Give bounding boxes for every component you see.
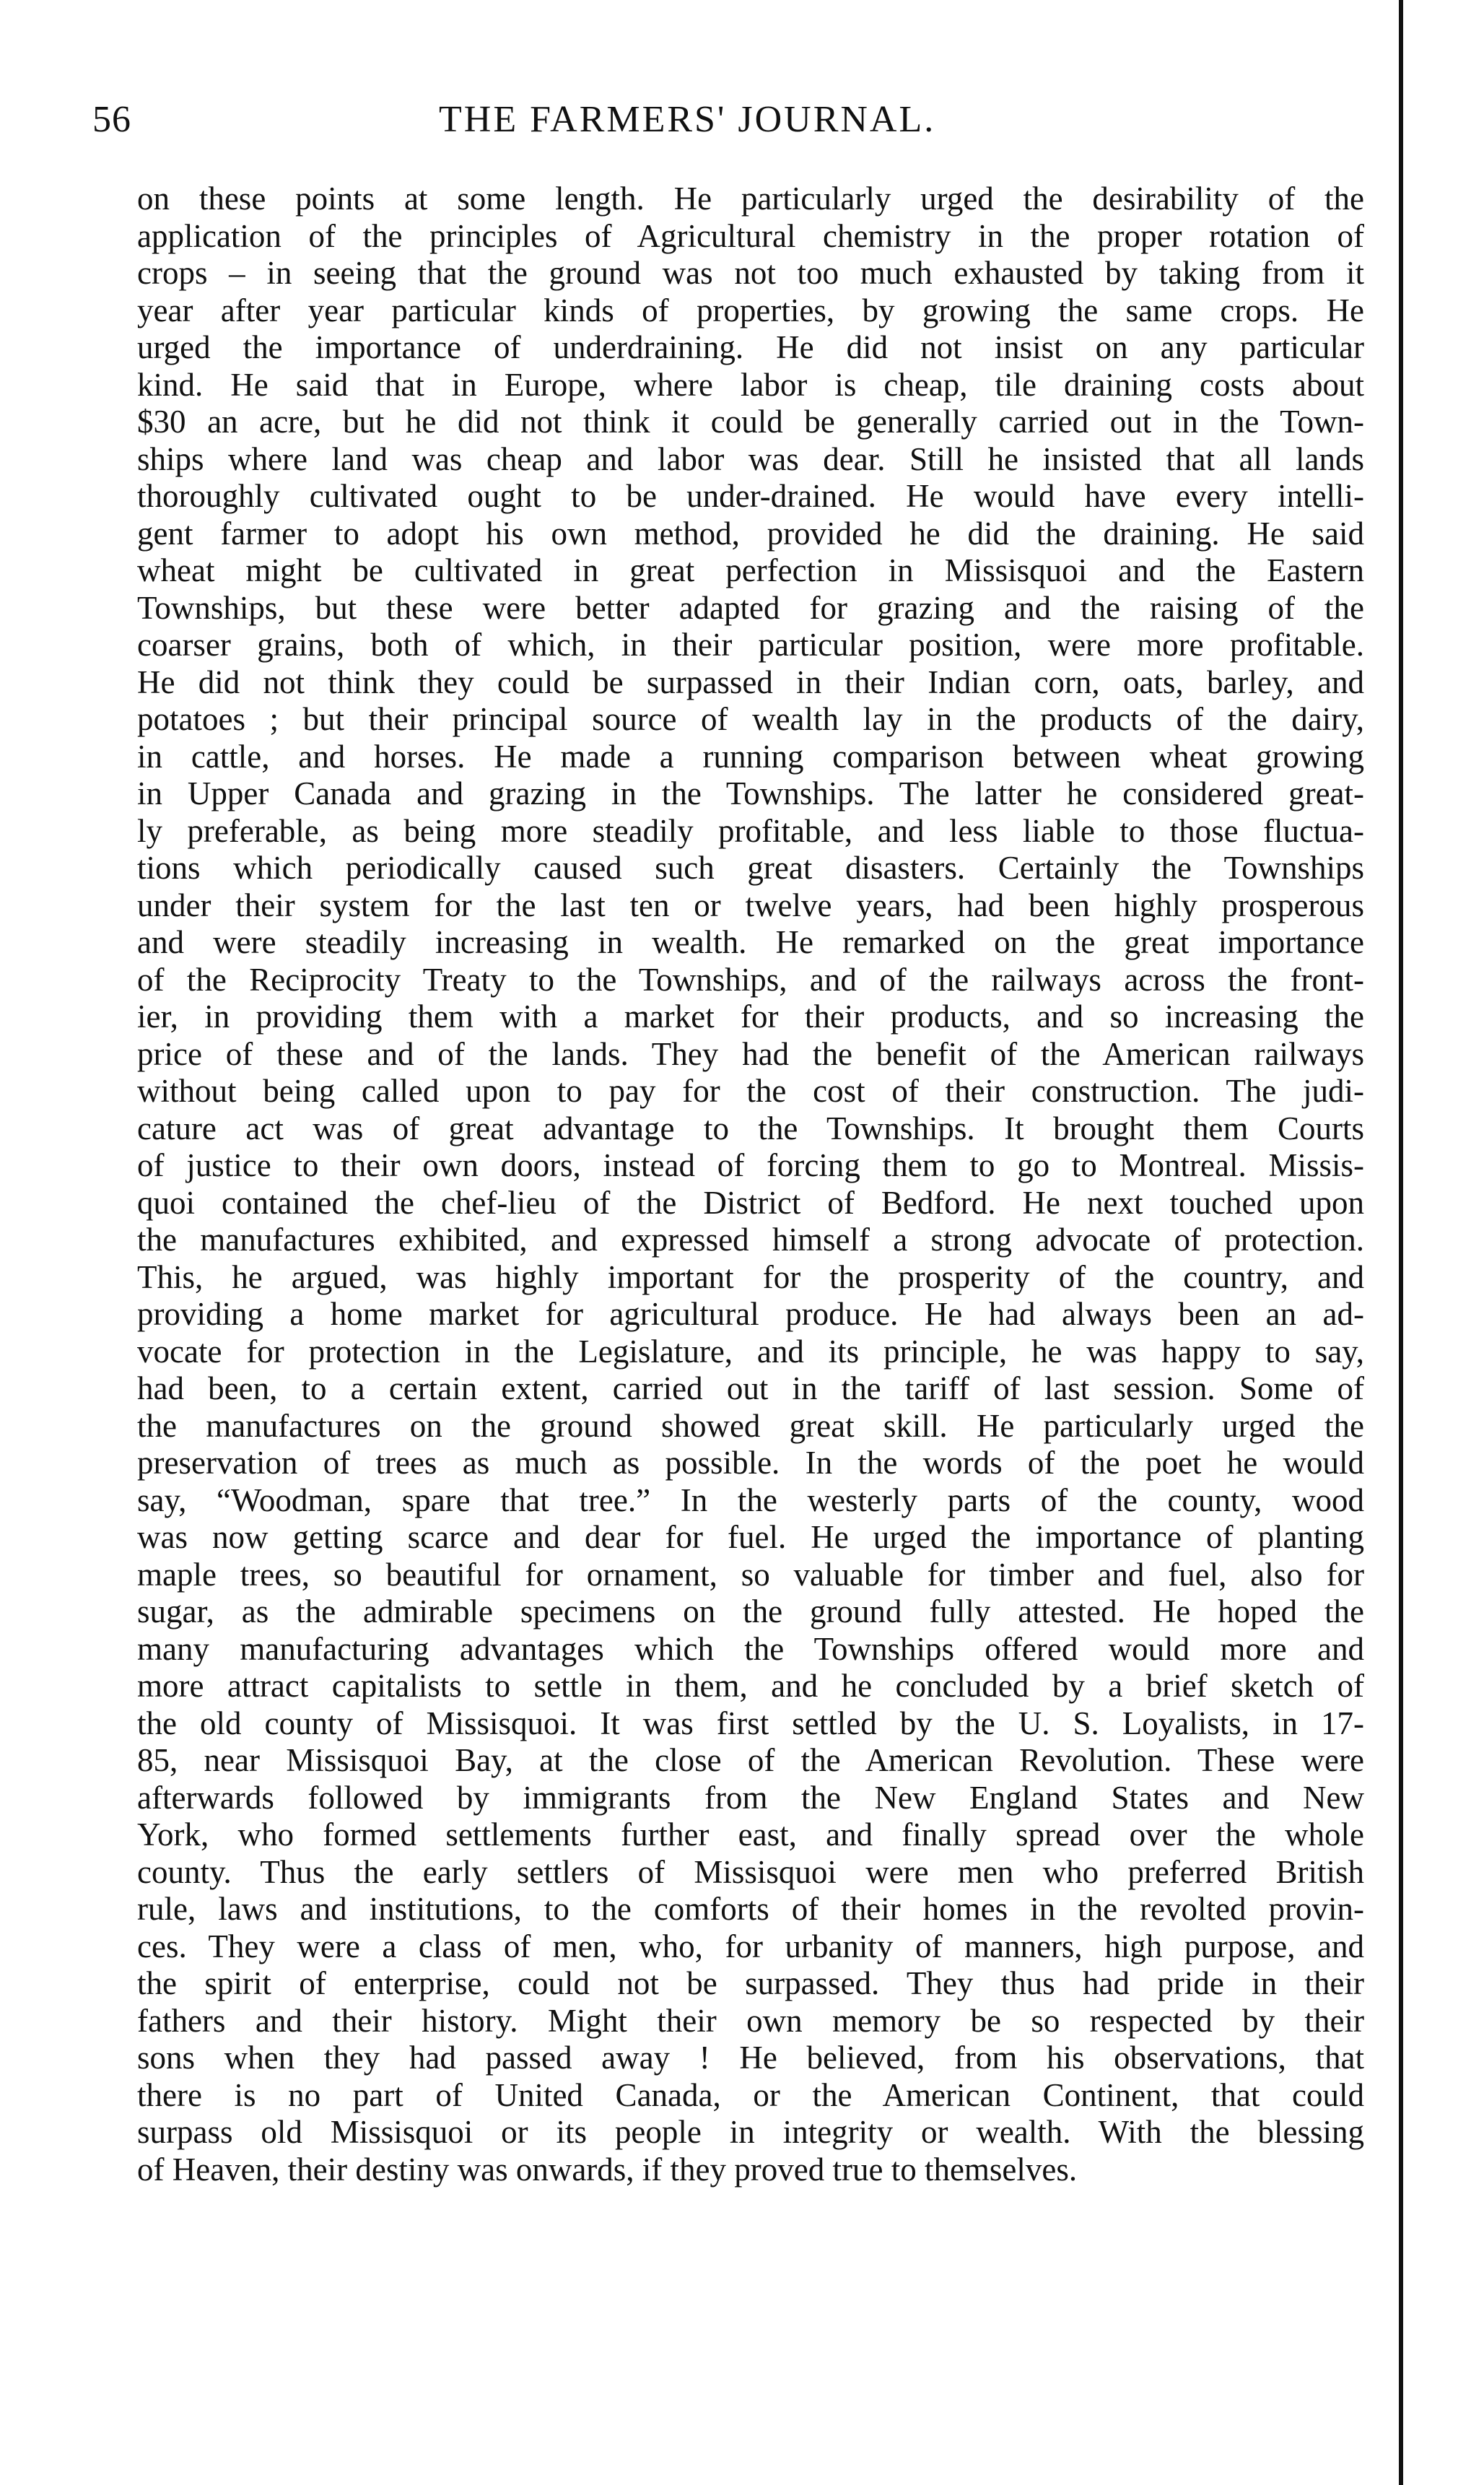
text-line: ces. They were a class of men, who, for urbanity of manners, high purpose, and [137,1928,1364,1964]
text-line: vocate for protection in the Legislature, and its principle, he was happy to say, [137,1333,1364,1370]
text-line: ly preferable, as being more steadily profitable, and less liable to those fluctua- [137,812,1364,849]
text-line: This, he argued, was highly important for the prosperity of the country, and [137,1258,1364,1295]
text-line: without being called upon to pay for the cost of their construction. The judi- [137,1073,1364,1109]
running-head [92,98,1348,142]
gutter-rule [1399,0,1403,2485]
text-line: was now getting scarce and dear for fuel. He urged the importance of planting [137,1519,1364,1555]
text-line: afterwards followed by immigrants from the New England States and New [137,1779,1364,1816]
text-line: $30 an acre, but he did not think it could be generally carried out in the Town- [137,404,1364,440]
text-line: in Upper Canada and grazing in the Townships. The latter he considered great- [137,775,1364,811]
text-line: York, who formed settlements further east, and finally spread over the whole [137,1816,1364,1853]
text-line: rule, laws and institutions, to the comforts of their homes in the revolted provin- [137,1891,1364,1927]
text-line: county. Thus the early settlers of Missisquoi were men who preferred British [137,1853,1364,1890]
text-line: quoi contained the chef-lieu of the District of Bedford. He next touched upon [137,1184,1364,1221]
text-line: kind. He said that in Europe, where labor is cheap, tile draining costs about [137,366,1364,403]
text-line: preservation of trees as much as possible. In the words of the poet he would [137,1445,1364,1481]
text-line: gent farmer to adopt his own method, provided he did the draining. He said [137,515,1364,552]
text-line: application of the principles of Agricultural chemistry in the proper rotation of [137,217,1364,254]
article-body [137,180,1364,2188]
text-line: on these points at some length. He particularly urged the desirability of the [137,180,1364,217]
text-line: coarser grains, both of which, in their particular position, were more profitable. [137,627,1364,663]
text-line: the spirit of enterprise, could not be surpassed. They thus had pride in their [137,1965,1364,2001]
text-line: ships where land was cheap and labor was dear. Still he insisted that all lands [137,440,1364,477]
page-number: 56 [92,99,131,140]
text-line: of Heaven, their destiny was onwards, if they proved true to themselves. [137,2151,1078,2188]
text-line: many manufacturing advantages which the Townships offered would more and [137,1630,1364,1667]
text-line: had been, to a certain extent, carried out in the tariff of last session. Some of [137,1370,1364,1406]
text-line: in cattle, and horses. He made a running comparison between wheat growing [137,738,1364,775]
text-line: maple trees, so beautiful for ornament, so valuable for timber and fuel, also for [137,1556,1364,1593]
text-line: the manufactures exhibited, and expressed himself a strong advocate of protection. [137,1222,1364,1258]
text-line: thoroughly cultivated ought to be under-drained. He would have every intelli- [137,478,1364,514]
text-line: price of these and of the lands. They had the benefit of the American railways [137,1035,1364,1072]
text-line: ier, in providing them with a market for their products, and so increasing the [137,998,1364,1035]
text-line: fathers and their history. Might their own memory be so respected by their [137,2002,1364,2039]
text-line: of the Reciprocity Treaty to the Townships, and of the railways across the front- [137,961,1364,998]
text-line: sugar, as the admirable specimens on the ground fully attested. He hoped the [137,1593,1364,1629]
text-line: of justice to their own doors, instead of forcing them to go to Montreal. Missis- [137,1147,1364,1183]
text-line: and were steadily increasing in wealth. He remarked on the great importance [137,924,1364,960]
text-line: under their system for the last ten or twelve years, had been highly prosperous [137,887,1364,923]
text-line: urged the importance of underdraining. He did not insist on any particular [137,329,1364,365]
text-line: there is no part of United Canada, or the American Continent, that could [137,2076,1364,2113]
text-line: the manufactures on the ground showed great skill. He particularly urged the [137,1407,1364,1444]
text-line: potatoes ; but their principal source of wealth lay in the products of the dairy, [137,701,1364,737]
text-line: crops – in seeing that the ground was not too much exhausted by taking from it [137,255,1364,291]
text-line: more attract capitalists to settle in them, and he concluded by a brief sketch of [137,1668,1364,1704]
text-line: cature act was of great advantage to the Townships. It brought them Courts [137,1110,1364,1146]
text-line: He did not think they could be surpassed in their Indian corn, oats, barley, and [137,663,1364,700]
text-line: Townships, but these were better adapted for grazing and the raising of the [137,589,1364,626]
text-line: sons when they had passed away ! He believed, from his observations, that [137,2040,1364,2076]
text-line: surpass old Missisquoi or its people in integrity or wealth. With the blessing [137,2114,1364,2150]
text-line: 85, near Missisquoi Bay, at the close of the American Revolution. These were [137,1742,1364,1778]
text-line: providing a home market for agricultural produce. He had always been an ad- [137,1296,1364,1332]
text-line: tions which periodically caused such great disasters. Certainly the Townships [137,850,1364,886]
text-line: wheat might be cultivated in great perfection in Missisquoi and the Eastern [137,552,1364,588]
journal-title: THE FARMERS' JOURNAL. [439,99,936,140]
text-line: year after year particular kinds of properties, by growing the same crops. He [137,292,1364,328]
text-line: say, “Woodman, spare that tree.” In the westerly parts of the county, wood [137,1481,1364,1518]
text-line: the old county of Missisquoi. It was first settled by the U. S. Loyalists, in 17- [137,1705,1364,1741]
